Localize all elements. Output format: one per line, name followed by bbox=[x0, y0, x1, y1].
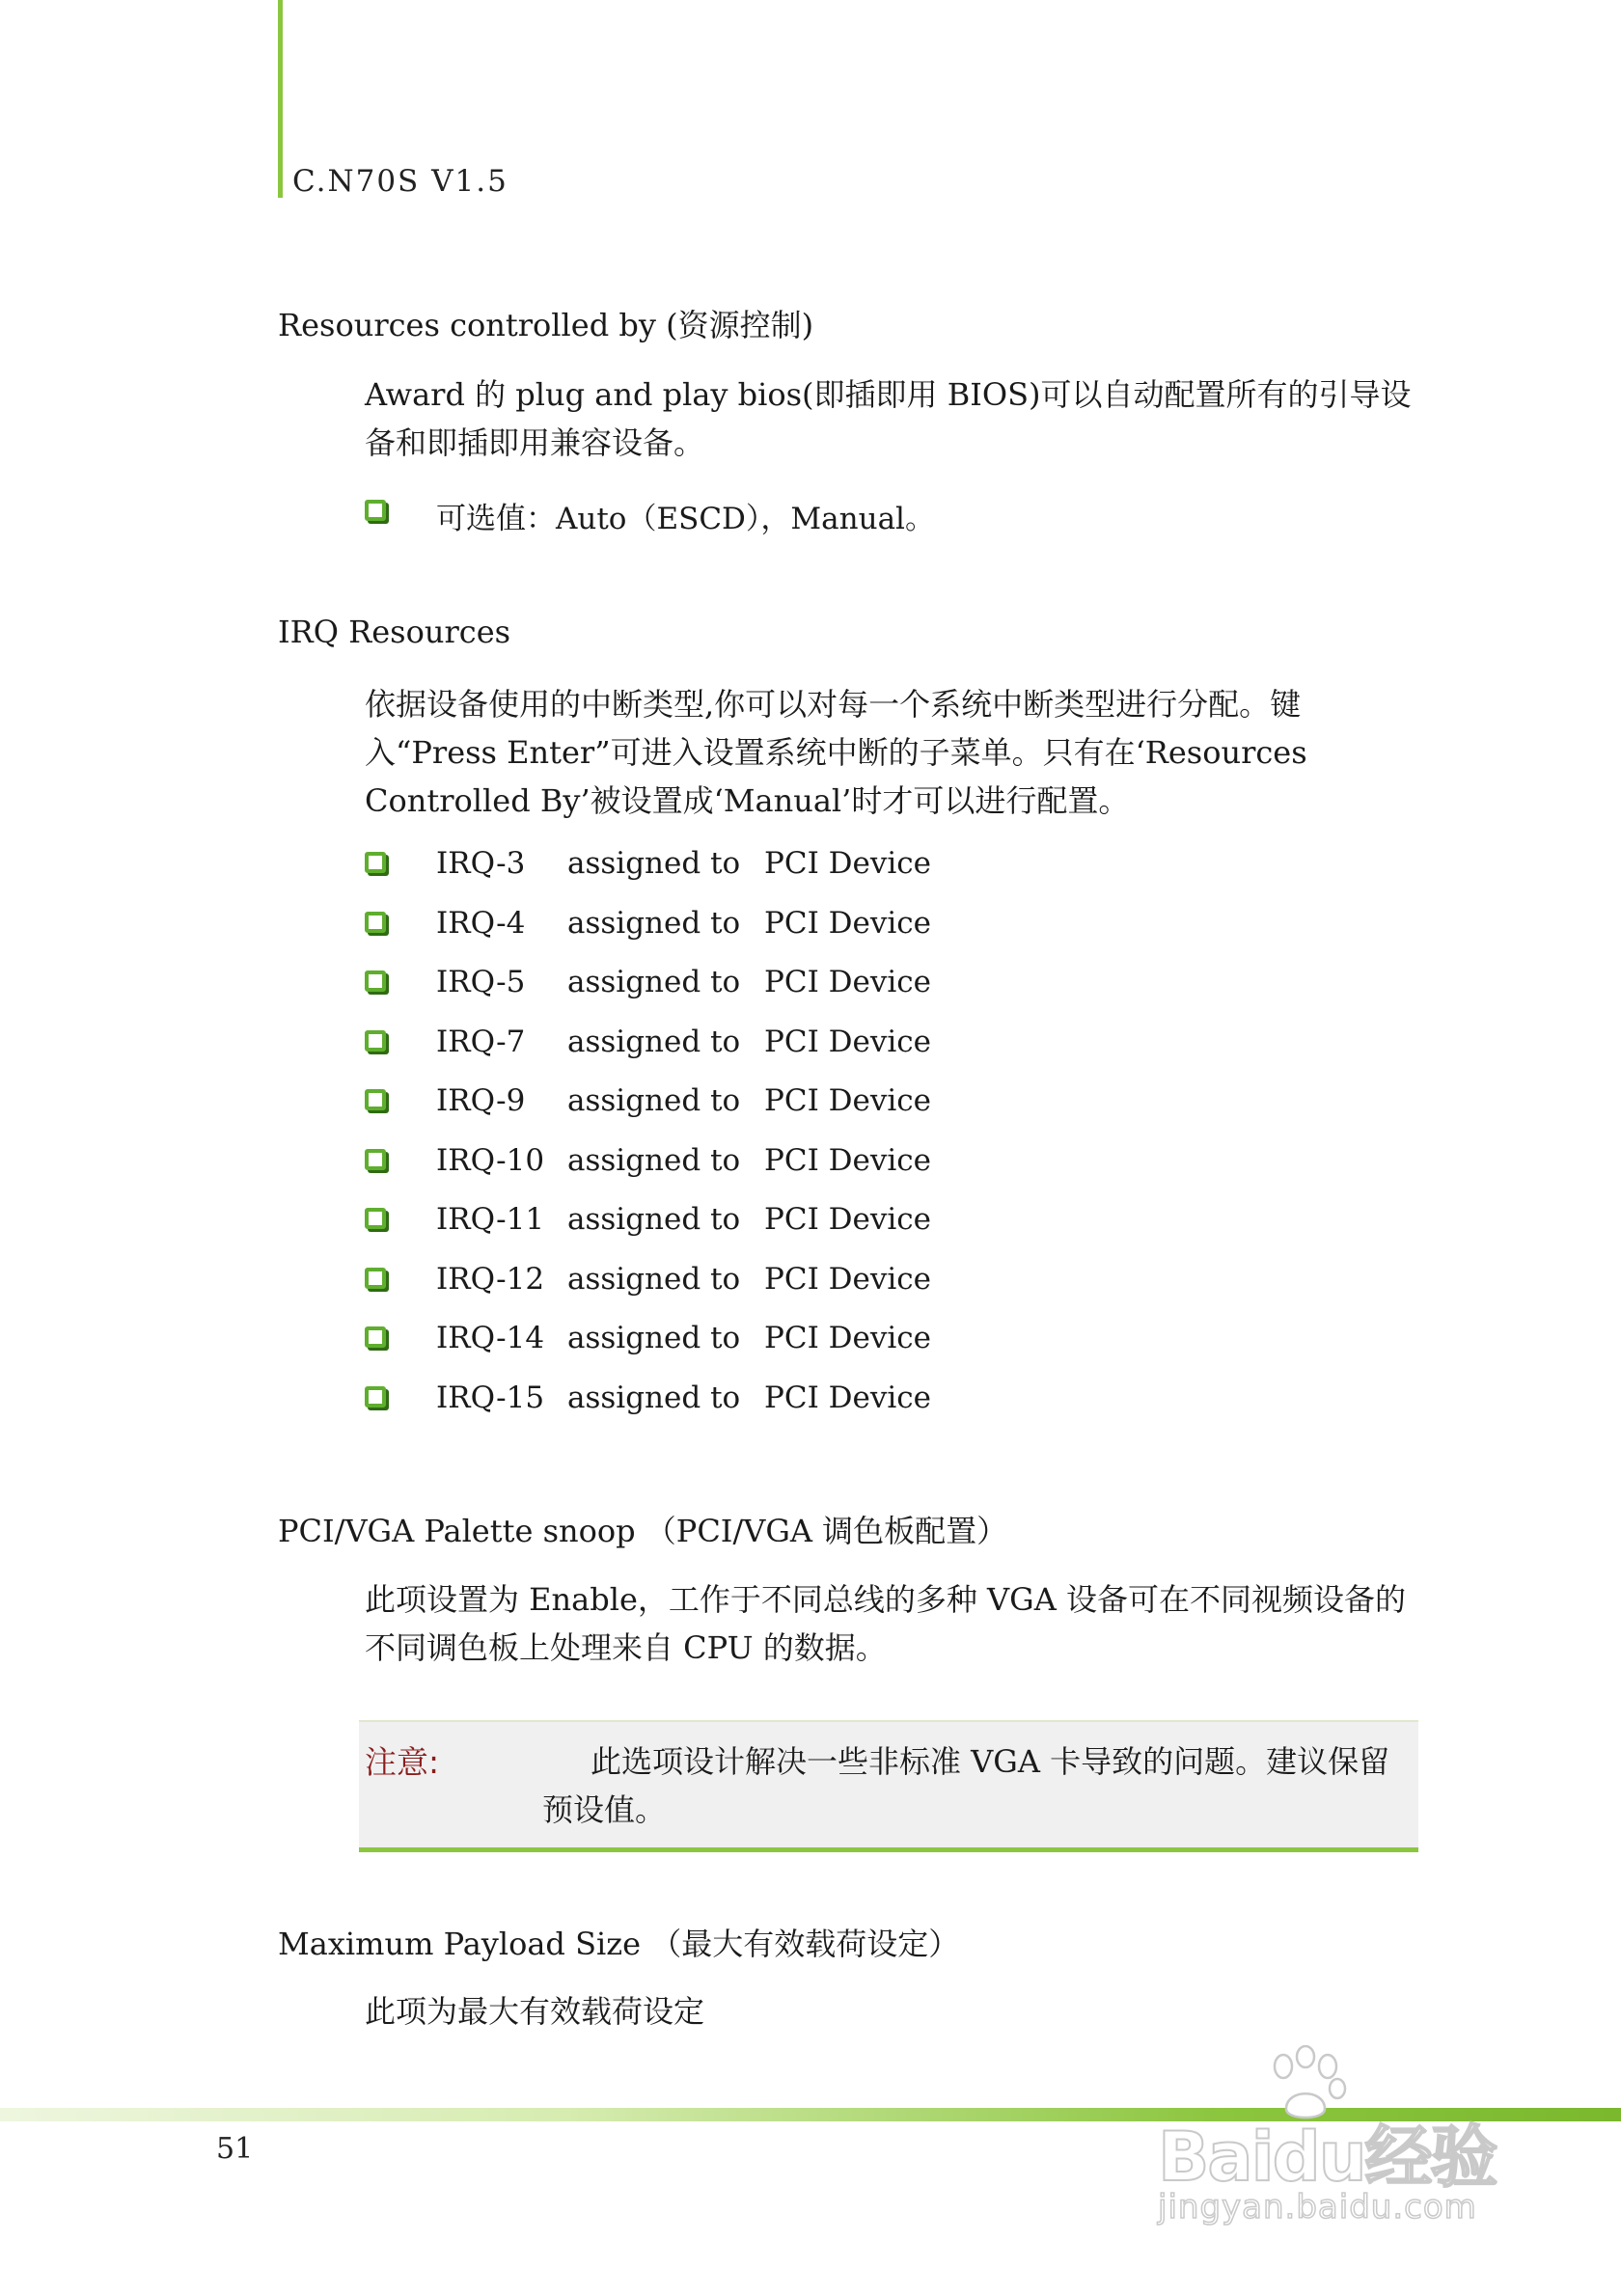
list-item-label: 可选值：Auto（ESCD），Manual。 bbox=[436, 502, 935, 536]
irq-device: PCI Device bbox=[764, 1380, 932, 1415]
checkbox-icon bbox=[365, 912, 386, 933]
irq-assigned-label: assigned to bbox=[567, 1202, 741, 1237]
irq-name: IRQ-4 bbox=[436, 905, 526, 941]
irq-device: PCI Device bbox=[764, 846, 932, 881]
irq-name: IRQ-12 bbox=[436, 1261, 545, 1297]
watermark-url: jingyan.baidu.com bbox=[1158, 2188, 1477, 2227]
section-title-palette: PCI/VGA Palette snoop （PCI/VGA 调色板配置） bbox=[278, 1513, 1008, 1549]
section-title-resources: Resources controlled by (资源控制) bbox=[278, 307, 814, 343]
irq-name: IRQ-7 bbox=[436, 1024, 526, 1059]
note-box bbox=[359, 1720, 1418, 1852]
checkbox-icon bbox=[365, 1149, 386, 1170]
irq-name: IRQ-5 bbox=[436, 965, 526, 999]
irq-name: IRQ-15 bbox=[436, 1380, 545, 1415]
irq-name: IRQ-14 bbox=[436, 1321, 545, 1355]
irq-device: PCI Device bbox=[764, 1024, 932, 1059]
irq-assigned-label: assigned to bbox=[567, 1024, 741, 1059]
checkbox-icon bbox=[365, 852, 386, 873]
irq-assigned-label: assigned to bbox=[567, 965, 741, 999]
irq-device: PCI Device bbox=[764, 1202, 932, 1237]
irq-assigned-label: assigned to bbox=[567, 1142, 741, 1178]
irq-assigned-label: assigned to bbox=[567, 1321, 741, 1355]
irq-device: PCI Device bbox=[764, 1142, 932, 1178]
irq-device: PCI Device bbox=[764, 965, 932, 999]
checkbox-icon bbox=[365, 1030, 386, 1052]
watermark bbox=[1148, 2045, 1553, 2238]
checkbox-icon bbox=[365, 1268, 386, 1289]
checkbox-icon bbox=[365, 970, 386, 992]
header-model-label: C.N70S V1.5 bbox=[292, 164, 508, 199]
irq-assigned-label: assigned to bbox=[567, 905, 741, 941]
irq-name: IRQ-3 bbox=[436, 846, 526, 881]
irq-device: PCI Device bbox=[764, 1321, 932, 1355]
irq-assigned-label: assigned to bbox=[567, 846, 741, 881]
irq-name: IRQ-11 bbox=[436, 1202, 545, 1237]
checkbox-icon bbox=[365, 1326, 386, 1348]
section-body-payload: 此项为最大有效载荷设定 bbox=[365, 1993, 705, 2030]
header-accent-bar bbox=[278, 0, 283, 198]
checkbox-icon bbox=[365, 1208, 386, 1229]
note-label: 注意: bbox=[365, 1743, 440, 1781]
page-number: 51 bbox=[216, 2132, 254, 2166]
section-body-resources: Award 的 plug and play bios(即插即用 BIOS)可以自动配置所有的引导设备和即插即用兼容设备。 bbox=[365, 376, 1412, 461]
checkbox-icon bbox=[365, 1089, 386, 1110]
irq-name: IRQ-10 bbox=[436, 1142, 545, 1178]
irq-assigned-label: assigned to bbox=[567, 1261, 741, 1297]
section-body-palette: 此项设置为 Enable，工作于不同总线的多种 VGA 设备可在不同视频设备的不同调色板上处理来自 CPU 的数据。 bbox=[365, 1581, 1407, 1666]
section-title-payload: Maximum Payload Size （最大有效载荷设定） bbox=[278, 1926, 960, 1962]
note-text-content: 此选项设计解决一些非标准 VGA 卡导致的问题。建议保留预设值。 bbox=[542, 1743, 1390, 1828]
irq-assigned-label: assigned to bbox=[567, 1380, 741, 1415]
checkbox-icon bbox=[365, 500, 386, 521]
note-text bbox=[542, 1737, 1411, 1834]
irq-device: PCI Device bbox=[764, 1261, 932, 1297]
section-body-irq: 依据设备使用的中断类型,你可以对每一个系统中断类型进行分配。键入“Press Enter”可进入设置系统中断的子菜单。只有在‘Resources Controlled By’被设置成‘Manual’时才可以进行配置。 bbox=[365, 686, 1307, 819]
irq-assigned-label: assigned to bbox=[567, 1083, 741, 1118]
watermark-logo-text: Baidu经验 bbox=[1158, 2118, 1497, 2197]
irq-name: IRQ-9 bbox=[436, 1083, 526, 1118]
section-title-irq: IRQ Resources bbox=[278, 614, 511, 650]
irq-device: PCI Device bbox=[764, 905, 932, 941]
irq-device: PCI Device bbox=[764, 1083, 932, 1118]
checkbox-icon bbox=[365, 1386, 386, 1408]
